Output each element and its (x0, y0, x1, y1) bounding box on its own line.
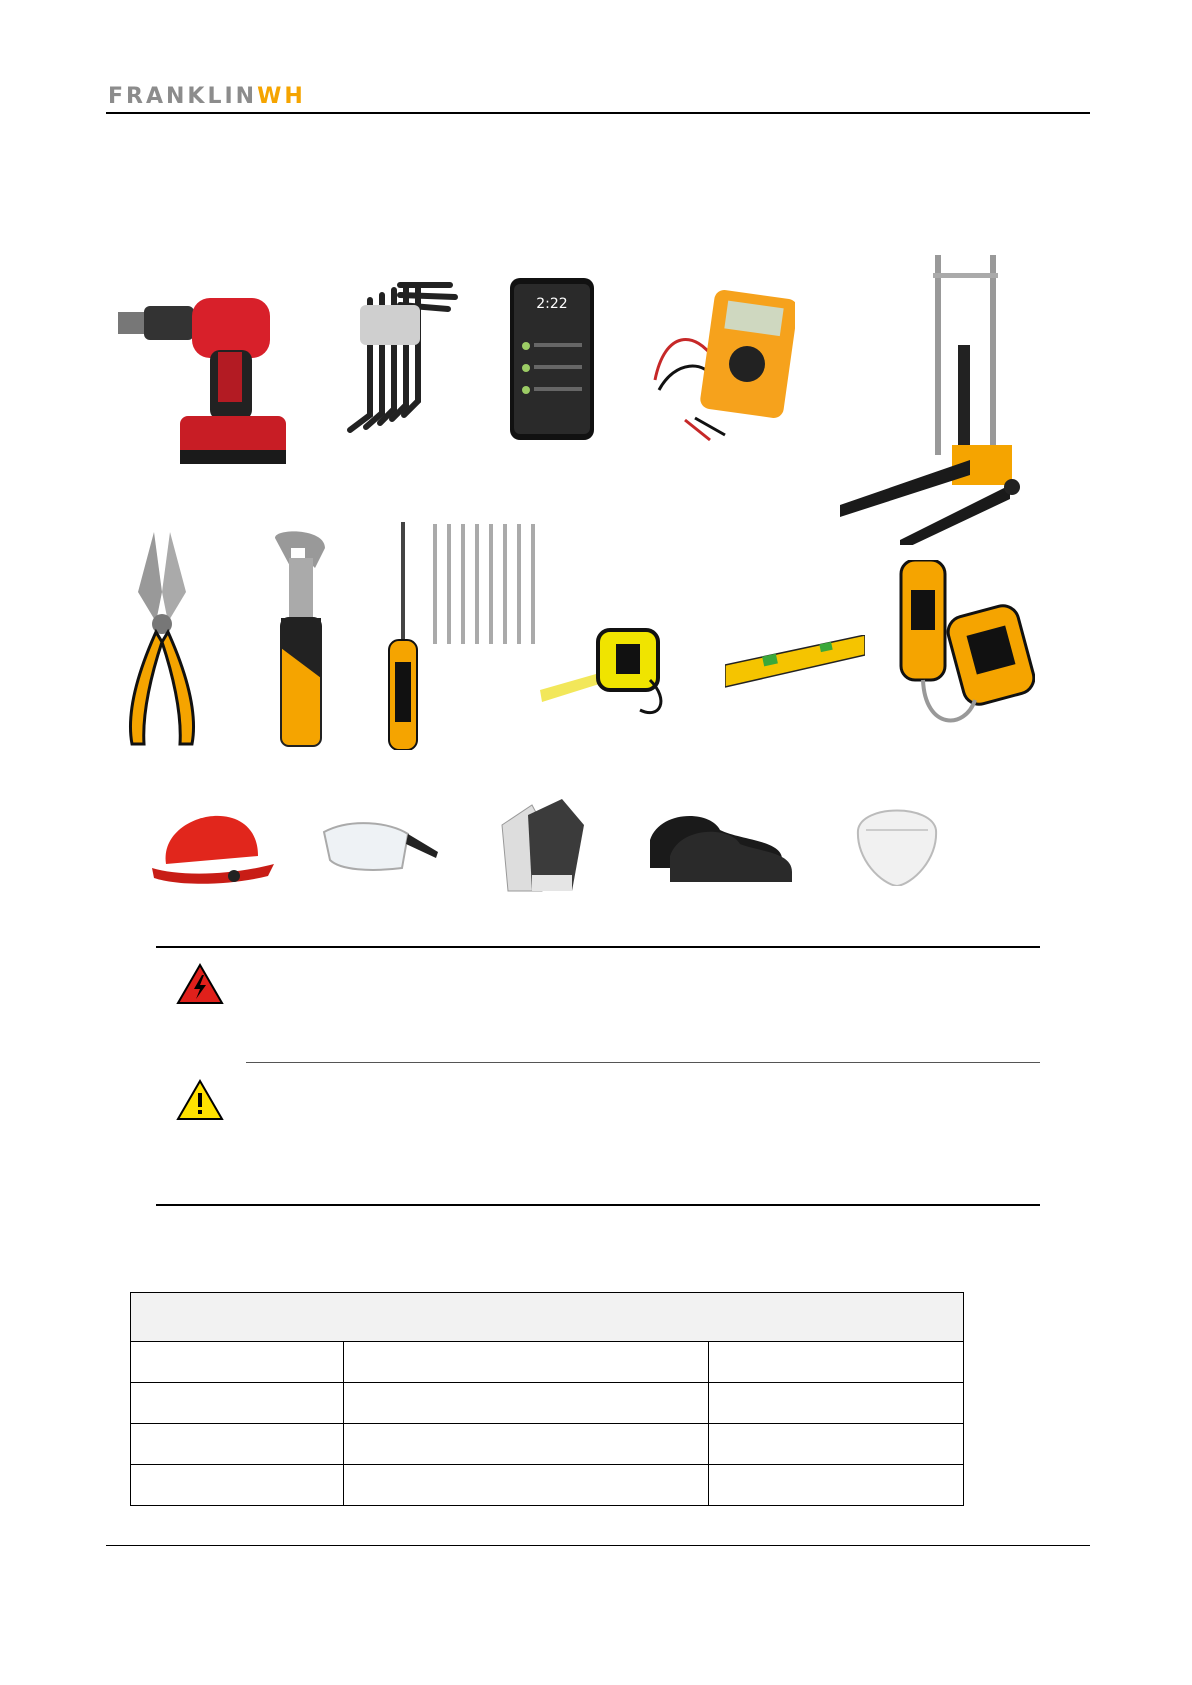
caution-icon (176, 1079, 224, 1121)
table-cell (709, 1383, 964, 1424)
table-row (131, 1424, 964, 1465)
table-cell (131, 1465, 344, 1506)
table-cell (344, 1383, 709, 1424)
spirit-level-icon (725, 635, 865, 690)
cordless-drill-icon (118, 290, 298, 485)
safety-helmet-icon (148, 792, 276, 890)
table-cell (344, 1465, 709, 1506)
table-cell (131, 1424, 344, 1465)
electric-hazard-icon (176, 963, 224, 1005)
footer-rule (106, 1545, 1090, 1546)
manual-stacker-icon (840, 255, 1025, 545)
svg-text:2:22: 2:22 (536, 296, 568, 312)
hex-key-set-icon (330, 275, 465, 440)
table-row (131, 1465, 964, 1506)
spec-table (130, 1292, 964, 1506)
table-cell (709, 1424, 964, 1465)
smartphone-icon (510, 278, 594, 440)
tape-measure-icon (540, 620, 670, 720)
header-rule (106, 112, 1090, 114)
table-cell (709, 1465, 964, 1506)
table-cell (344, 1342, 709, 1383)
table-row (131, 1342, 964, 1383)
cable-tester-icon (895, 560, 1035, 730)
dust-mask-icon (852, 800, 942, 886)
table-cell (131, 1342, 344, 1383)
table-row (131, 1383, 964, 1424)
logo-text-wh: WH (257, 84, 306, 109)
table-cell (709, 1342, 964, 1383)
safety-glasses-icon (320, 812, 440, 877)
brand-logo (108, 84, 306, 109)
table-cell (131, 1383, 344, 1424)
work-gloves-icon (492, 795, 587, 895)
combination-pliers-icon (118, 532, 206, 747)
notice-bottom-rule (156, 1204, 1040, 1206)
logo-text-franklin: FRANKLIN (108, 84, 258, 109)
safety-shoes-icon (640, 790, 795, 885)
adjustable-wrench-icon (265, 528, 335, 748)
screwdriver-set-icon (385, 522, 535, 750)
notice-divider (246, 1062, 1040, 1063)
table-header-row (131, 1293, 964, 1342)
notice-top-rule (156, 946, 1040, 948)
table-header-cell (131, 1293, 964, 1342)
table-cell (344, 1424, 709, 1465)
multimeter-icon (645, 290, 795, 450)
